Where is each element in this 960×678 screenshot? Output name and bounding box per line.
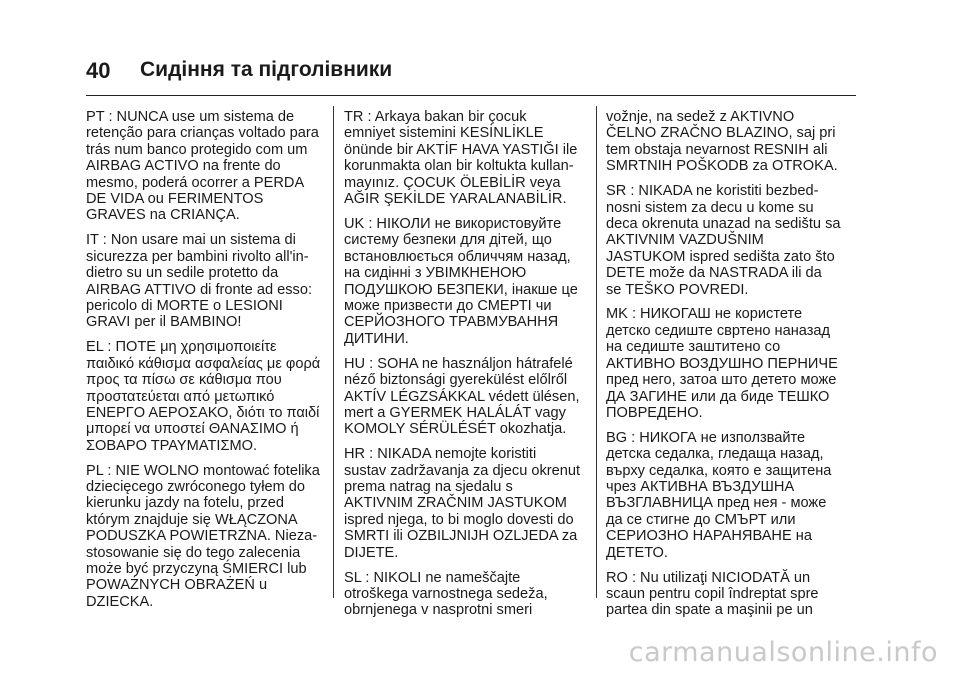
- text-line: чрез АКТИВНА ВЪЗДУШНА: [606, 479, 795, 496]
- page-title: Сидіння та підголівники: [140, 58, 393, 81]
- page-number: 40: [86, 58, 111, 83]
- text-line: korunmakta olan bir koltukta kullan-: [344, 158, 574, 175]
- text-line: ΣΟΒΑΡΟ ΤΡΑΥΜΑΤΙΣΜΟ.: [86, 437, 258, 454]
- text-line: систему безпеки для дітей, що: [344, 232, 552, 249]
- text-line: пред него, затоа што детето може: [606, 372, 837, 389]
- text-line: προς τα πίσω σε κάθισμα που: [86, 372, 282, 389]
- text-line: СЕРИОЗНО НАРАНЯВАНЕ на: [606, 528, 812, 545]
- text-line: trás num banco protegido com um: [86, 141, 308, 158]
- text-line: POWAŻNYCH OBRAŻEŃ u: [86, 577, 268, 594]
- text-line: AKTIVNIM ZRAČNIM JASTUKOM: [344, 495, 567, 512]
- text-line: mesmo, poderá ocorrer a PERDA: [86, 174, 305, 191]
- text-line: GRAVES na CRIANÇA.: [86, 207, 240, 224]
- text-line: néző biztonsági gyerekülést előlről: [344, 372, 568, 389]
- text-line: SMRTI ili OZBILJNIJH OZLJEDA za: [344, 528, 578, 545]
- warning-paragraph: [606, 430, 856, 561]
- text-line: SMRTNIH POŠKODB za OTROKA.: [606, 158, 838, 175]
- text-line: προστατεύεται από μετωπικό: [86, 388, 275, 405]
- text-line: deca okrenuta unazad na sedištu sa: [606, 215, 841, 232]
- text-line: AĞIR ŞEKİLDE YARALANABİLİR.: [344, 191, 567, 208]
- text-line: PL : NIE WOLNO montować fotelika: [86, 462, 320, 479]
- text-line: dziecięcego zwróconego tyłem do: [86, 479, 306, 496]
- warning-paragraph: [344, 356, 586, 438]
- text-line: детска седалка, гледаща назад,: [606, 446, 824, 463]
- column-divider: [596, 106, 597, 598]
- text-line: AKTÍV LÉGZSÁKKAL védett ülésen,: [344, 388, 580, 405]
- text-line: μπορεί να υποστεί ΘΑΝΑΣΙΜΟ ή: [86, 421, 299, 438]
- text-line: sustav zadržavanja za djecu okrenut: [344, 462, 581, 479]
- text-line: DE VIDA ou FERIMENTOS: [86, 191, 264, 208]
- text-line: emniyet sistemini KESİNLİKLE: [344, 125, 544, 142]
- text-line: може призвести до СМЕРТІ чи: [344, 297, 552, 314]
- text-line: ПОВРЕДЕНО.: [606, 404, 703, 421]
- text-line: ČELNO ZRAČNO BLAZINO, saj pri: [606, 125, 836, 142]
- text-line: dietro su un sedile protetto da: [86, 265, 279, 282]
- text-column-2: [344, 109, 586, 627]
- text-line: otroškega varnostnega sedeža,: [344, 585, 548, 602]
- text-line: UK : НІКОЛИ не використовуйте: [344, 215, 562, 232]
- text-line: którym znajduje się WŁĄCZONA: [86, 511, 298, 528]
- text-line: ДИТИНИ.: [344, 330, 409, 347]
- text-line: на сидінні з УВІМКНЕНОЮ: [344, 265, 527, 282]
- warning-paragraph: [344, 446, 586, 561]
- text-line: nosni sistem za decu u kome su: [606, 199, 814, 216]
- text-line: παιδικό κάθισμα ασφαλείας με φορά: [86, 355, 321, 372]
- text-line: върху седалка, която е защитена: [606, 462, 832, 479]
- text-line: АКТИВНО ВОЗДУШНО ПЕРНИЧЕ: [606, 355, 838, 372]
- warning-paragraph: [606, 109, 856, 175]
- watermark: carmanualsonline.info: [628, 637, 938, 668]
- text-line: prema natrag na sjedalu s: [344, 479, 513, 496]
- text-line: BG : НИКОГА не използвайте: [606, 429, 806, 446]
- warning-paragraph: [86, 109, 322, 224]
- text-line: IT : Non usare mai un sistema di: [86, 232, 296, 249]
- text-line: stosowanie się do tego zalecenia: [86, 544, 301, 561]
- warning-paragraph: [344, 216, 586, 347]
- text-line: ВЪЗГЛАВНИЦА пред нея - може: [606, 495, 827, 512]
- text-line: se TEŠKO POVREDI.: [606, 281, 749, 298]
- text-line: pericolo di MORTE o LESIONI: [86, 297, 283, 314]
- text-line: mayınız. ÇOCUK ÖLEBİLİR veya: [344, 174, 561, 191]
- text-line: önünde bir AKTİF HAVA YASTIĞI ile: [344, 141, 578, 158]
- text-line: детско седиште свртено наназад: [606, 322, 831, 339]
- text-column-1: [86, 109, 322, 619]
- header-rule: [86, 95, 856, 96]
- column-divider: [333, 106, 334, 598]
- text-line: KOMOLY SÉRÜLÉSÉT okozhatja.: [344, 421, 567, 438]
- text-line: vožnje, na sedež z AKTIVNO: [606, 109, 795, 125]
- warning-paragraph: [606, 306, 856, 421]
- warning-paragraph: [606, 570, 856, 619]
- warning-paragraph: [86, 463, 322, 611]
- text-line: AKTIVNIM VAZDUŠNIM: [606, 232, 764, 249]
- text-line: JASTUKOM ispred sedišta zato što: [606, 248, 835, 265]
- text-line: GRAVI per il BAMBINO!: [86, 314, 242, 331]
- text-line: PT : NUNCA use um sistema de: [86, 109, 295, 125]
- text-line: obrnjenega v nasprotni smeri: [344, 602, 533, 619]
- text-line: retenção para crianças voltado para: [86, 125, 319, 142]
- text-column-3: [606, 109, 856, 627]
- text-line: ДЕТЕТО.: [606, 544, 668, 561]
- text-line: ПОДУШКОЮ БЕЗПЕКИ, інакше це: [344, 281, 578, 298]
- text-line: встановлюється обличчям назад,: [344, 248, 571, 265]
- warning-paragraph: [86, 232, 322, 330]
- text-line: RO : Nu utilizaţi NICIODATĂ un: [606, 569, 811, 586]
- text-line: scaun pentru copil îndreptat spre: [606, 585, 819, 602]
- text-line: DETE može da NASTRADA ili da: [606, 265, 822, 282]
- text-line: partea din spate a maşinii pe un: [606, 602, 813, 619]
- text-line: MK : НИКОГАШ не користете: [606, 306, 803, 323]
- text-line: sicurezza per bambini rivolto all'in-: [86, 248, 309, 265]
- text-line: AIRBAG ACTIVO na frente do: [86, 158, 281, 175]
- text-line: mert a GYERMEK HALÁLÁT vagy: [344, 404, 566, 421]
- text-line: DIJETE.: [344, 544, 399, 561]
- text-line: SR : NIKADA ne koristiti bezbed-: [606, 183, 819, 200]
- warning-paragraph: [86, 339, 322, 454]
- warning-paragraph: [344, 570, 586, 619]
- warning-paragraph: [344, 109, 586, 207]
- text-line: SL : NIKOLI ne nameščajte: [344, 569, 521, 586]
- text-line: PODUSZKA POWIETRZNA. Nieza-: [86, 528, 318, 545]
- warning-paragraph: [606, 183, 856, 298]
- text-line: ΕΝΕΡΓΟ ΑΕΡΟΣΑΚΟ, διότι το παιδί: [86, 404, 320, 421]
- text-line: EL : ΠΟΤΕ μη χρησιμοποιείτε: [86, 339, 277, 356]
- text-line: ДА ЗАГИНЕ или да биде ТЕШКО: [606, 388, 830, 405]
- text-line: kierunku jazdy na fotelu, przed: [86, 495, 284, 512]
- text-line: да се стигне до СМЪРТ или: [606, 511, 796, 528]
- text-line: DZIECKA.: [86, 593, 154, 610]
- text-line: może być przyczyną ŚMIERCI lub: [86, 561, 307, 578]
- text-line: СЕРЙОЗНОГО ТРАВМУВАННЯ: [344, 314, 559, 331]
- text-line: HR : NIKADA nemojte koristiti: [344, 446, 537, 463]
- text-line: TR : Arkaya bakan bir çocuk: [344, 109, 527, 125]
- text-line: на седиште заштитено со: [606, 339, 781, 356]
- text-line: HU : SOHA ne használjon hátrafelé: [344, 355, 573, 372]
- text-line: AIRBAG ATTIVO di fronte ad esso:: [86, 281, 313, 298]
- text-line: tem obstaja nevarnost RESNIH ali: [606, 141, 828, 158]
- text-line: ispred njega, to bi moglo dovesti do: [344, 511, 574, 528]
